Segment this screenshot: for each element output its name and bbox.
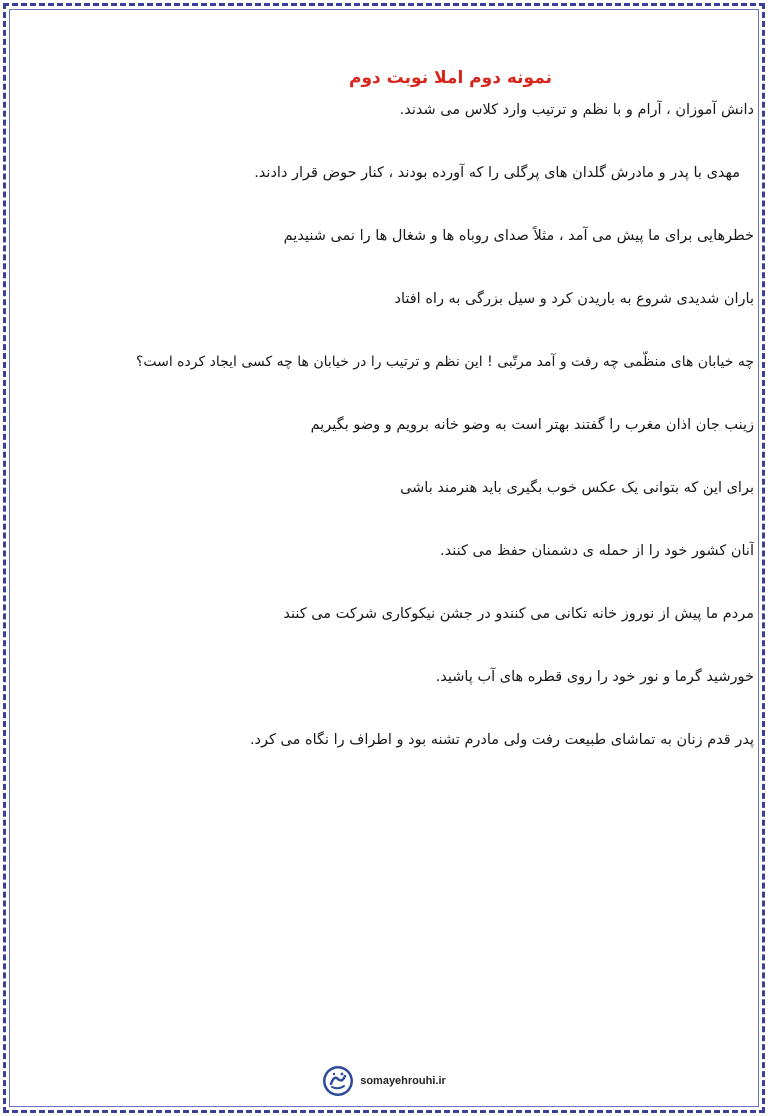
dictation-line-2: مهدی با پدر و مادرش گلدان های پرگلی را که آورده بودند ، کنار حوض قرار دادند. (254, 165, 740, 181)
somayehrouhi-logo-icon (322, 1065, 354, 1097)
dictation-line-11: پدر قدم زنان به تماشای طبیعت رفت ولی مادرم تشنه بود و اطراف را نگاه می کرد. (249, 732, 754, 748)
footer (0, 1062, 768, 1100)
dictation-line-6: زینب جان اذان مغرب را گفتند بهتر است به وضو خانه برویم و وضو بگیریم (310, 417, 754, 433)
website-link[interactable]: somayehrouhi.ir (360, 1075, 446, 1087)
dictation-line-4: باران شدیدی شروع به باریدن کرد و سیل بزرگی به راه افتاد (394, 291, 754, 307)
dictation-line-8: آنان کشور خود را از حمله ی دشمنان حفظ می کنند. (439, 543, 754, 559)
dictation-line-10: خورشید گرما و نور خود را روی قطره های آب پاشید. (435, 669, 754, 685)
dictation-line-3: خطرهایی برای ما پیش می آمد ، مثلاً صدای روباه ها و شغال ها را نمی شنیدیم (283, 228, 754, 244)
dictation-line-7: برای این که بتوانی یک عکس خوب بگیری باید هنرمند باشی (400, 480, 754, 496)
dictation-line-9: مردم ما پیش از نوروز خانه تکانی می کنندو در جشن نیکوکاری شرکت می کنند (283, 606, 754, 622)
dictation-line-5: چه خیابان های منظّمی چه رفت و آمد مرتّبی ! این نظم و ترتیب را در خیابان ها چه کسی ایجاد کرده است؟ (135, 354, 754, 370)
dictation-lines (14, 96, 754, 789)
document-title: نمونه دوم املا نوبت دوم (349, 68, 552, 88)
dictation-line-1: دانش آموزان ، آرام و با نظم و ترتیب وارد کلاس می شدند. (399, 102, 754, 118)
document-content (14, 60, 754, 789)
